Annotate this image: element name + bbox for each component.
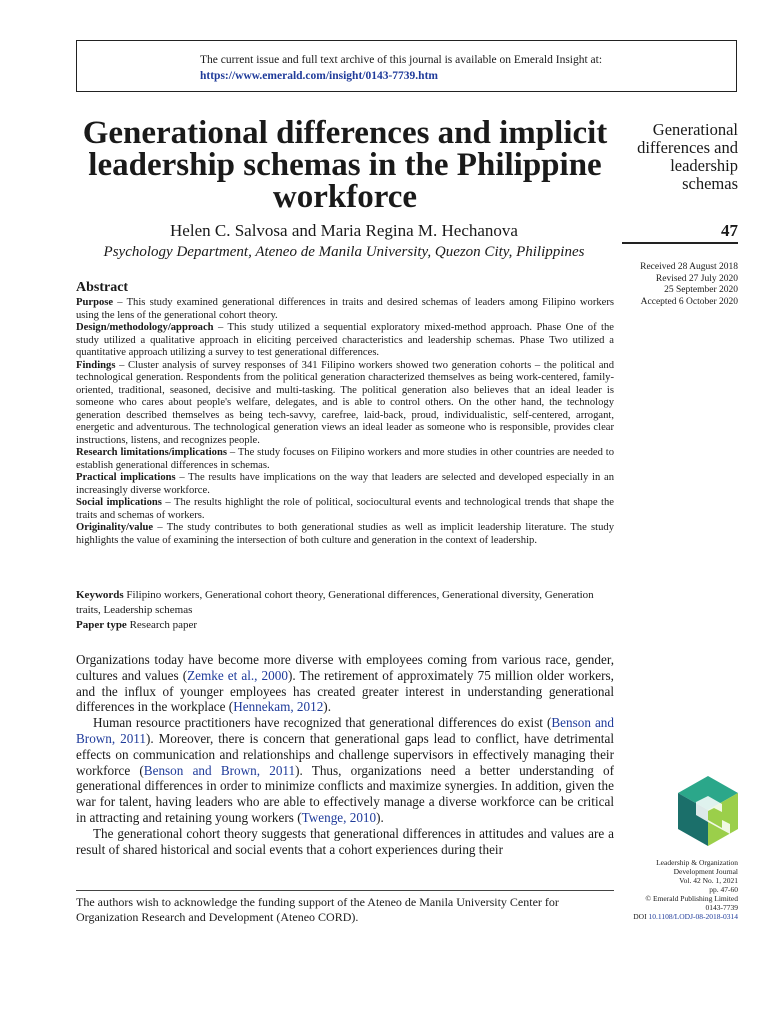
abstract-label: Social implications <box>76 497 162 508</box>
journal-name: Development Journal <box>673 867 738 876</box>
abstract-practical <box>76 472 614 497</box>
running-head-line: leadership <box>670 156 738 175</box>
journal-publisher: © Emerald Publishing Limited <box>645 894 738 903</box>
body-paragraph <box>76 652 614 715</box>
body-text-run: Human resource practitioners have recognized that generational differences do exist ( <box>93 715 552 731</box>
abstract-label: Originality/value <box>76 522 154 533</box>
doi-label: DOI <box>633 912 647 921</box>
abstract-heading: Abstract <box>76 280 129 295</box>
paper-type-text: Research paper <box>126 619 198 631</box>
footnote-divider <box>76 890 614 891</box>
author-affiliation: Psychology Department, Ateneo de Manila University, Quezon City, Philippines <box>103 244 585 260</box>
article-title: Generational differences and implicit leadership schemas in the Philippine workforce <box>82 115 608 215</box>
body-text <box>76 652 614 857</box>
abstract-text: – The results highlight the role of political, sociocultural events and technological trends that shape the traits and schemas of workers. <box>76 497 614 521</box>
journal-info <box>612 858 738 921</box>
abstract-social <box>76 497 614 522</box>
running-head-line: differences and <box>637 138 738 157</box>
abstract-text: – The results have implications on the way that leaders are selected and developed especially in an increasingly diverse workforce. <box>76 472 615 496</box>
journal-pages: pp. 47-60 <box>709 885 738 894</box>
body-text-run: ). Moreover, there is concern that generational gaps lead to conflict, have detrimental effects on communication and relationships and challenge supervisors in effectively managing their workforce ( <box>76 730 614 778</box>
journal-volume: Vol. 42 No. 1, 2021 <box>679 876 738 885</box>
journal-issn: 0143-7739 <box>705 903 738 912</box>
body-text-run: ). Thus, organizations need a better understanding of generational differences in order to minimize conflicts and maximize synergies. In addition, given the war for talent, having leaders who are able to effectively manage a diverse workforce can be critical in attracting and retaining young workers ( <box>76 762 614 825</box>
received-date: Received 28 August 2018 <box>640 262 738 272</box>
body-text-run: Organizations today have become more diverse with employees coming from various race, gender, cultures and values ( <box>76 652 614 683</box>
page-number: 47 <box>721 221 738 240</box>
margin-divider <box>622 242 738 244</box>
citation-link[interactable]: Twenge, 2010 <box>301 809 377 825</box>
abstract-limitations <box>76 447 614 472</box>
running-head <box>612 121 738 193</box>
citation-link[interactable]: Hennekam, 2012 <box>233 699 324 715</box>
abstract-text: – Cluster analysis of survey responses of 341 Filipino workers showed two generation cohorts – the political and technological generation. Respondents from the political generation characterized themselves as being work-centered, family-oriented, traditional, seasoned, decisive and multi-tasking. The political generation also believes that an ideal leader is someone who cares about people's welfare, delegates, and is able to control others. On the other hand, the technology generation described themselves as being tech-savvy, carefree, laid-back, proud, individualistic, self-centered, arrogant, energetic and adventurous. The technological generation views an ideal leader as someone who is responsible, provides clear instructions, listens, and recognizes people. <box>76 359 614 446</box>
footnote: The authors wish to acknowledge the funding support of the Ateneo de Manila University Center for Organization Research and Development (Ateneo CORD). <box>76 895 559 924</box>
citation-link[interactable]: Benson and Brown, 2011 <box>76 715 614 746</box>
journal-notice <box>200 52 602 84</box>
accepted-date: Accepted 6 October 2020 <box>640 296 738 307</box>
body-paragraph <box>76 715 614 826</box>
body-text-run: ). <box>376 809 384 825</box>
emerald-logo-icon <box>678 776 738 846</box>
doi-link[interactable]: 10.1108/LODJ-08-2018-0314 <box>648 912 738 921</box>
revised-date: Revised 27 July 2020 <box>655 273 738 284</box>
body-text-run: ). The retirement of approximately 75 million older workers, and the influx of younger employees has created greater interest in understanding generational differences in the workplace ( <box>76 667 614 715</box>
abstract-body <box>76 297 614 547</box>
article-history <box>612 262 738 308</box>
journal-doi <box>612 912 738 921</box>
abstract-design <box>76 322 614 360</box>
body-text-run: ). <box>323 699 331 715</box>
abstract-text: – The study contributes to both generational studies as well as implicit leadership literature. The study highlights the value of examining the intersection of both culture and generation in the context of leadership. <box>76 522 614 546</box>
keywords <box>76 588 614 618</box>
paper-type <box>76 619 614 631</box>
running-head-line: schemas <box>682 174 738 193</box>
revised-date: 25 September 2020 <box>664 285 738 295</box>
journal-archive-link[interactable]: https://www.emerald.com/insight/0143-7739.htm <box>200 70 438 82</box>
abstract-originality <box>76 522 614 547</box>
abstract-findings <box>76 360 614 448</box>
abstract-label: Purpose <box>76 297 114 308</box>
abstract-label: Design/methodology/approach <box>76 322 214 333</box>
abstract-label: Findings <box>76 359 116 371</box>
paper-type-label: Paper type <box>76 619 127 631</box>
abstract-text: – This study utilized a sequential exploratory mixed-method approach. Phase One of the study utilized a qualitative approach in eliciting perceived characteristics and leadership schemas. Phase Two utilized a quantitative approach utilizing a survey to test generational differences. <box>76 322 614 358</box>
body-paragraph: The generational cohort theory suggests that generational differences in attitudes and values are a result of shared historical and social events that a cohort experiences during their <box>76 825 614 857</box>
abstract-purpose <box>76 297 614 322</box>
abstract-label: Research limitations/implications <box>76 447 227 458</box>
abstract-text: – This study examined generational differences in traits and desired schemas of leaders among Filipino workers using the lens of the generational cohort theory. <box>76 297 614 321</box>
article-authors: Helen C. Salvosa and Maria Regina M. Hechanova <box>170 221 518 240</box>
abstract-label: Practical implications <box>76 472 176 483</box>
abstract-text: – The study focuses on Filipino workers and more studies in other countries are needed to establish generational differences in schemas. <box>76 447 614 471</box>
citation-link[interactable]: Zemke et al., 2000 <box>187 667 288 683</box>
journal-name: Leadership & Organization <box>656 858 738 867</box>
citation-link[interactable]: Benson and Brown, 2011 <box>143 762 296 778</box>
keywords-label: Keywords <box>76 589 124 601</box>
running-head-line: Generational <box>652 120 738 139</box>
journal-notice-text: The current issue and full text archive of this journal is available on Emerald Insight at: <box>200 54 603 66</box>
keywords-text: Filipino workers, Generational cohort theory, Generational differences, Generational diversity, Generation traits, Leadership schemas <box>76 589 594 616</box>
